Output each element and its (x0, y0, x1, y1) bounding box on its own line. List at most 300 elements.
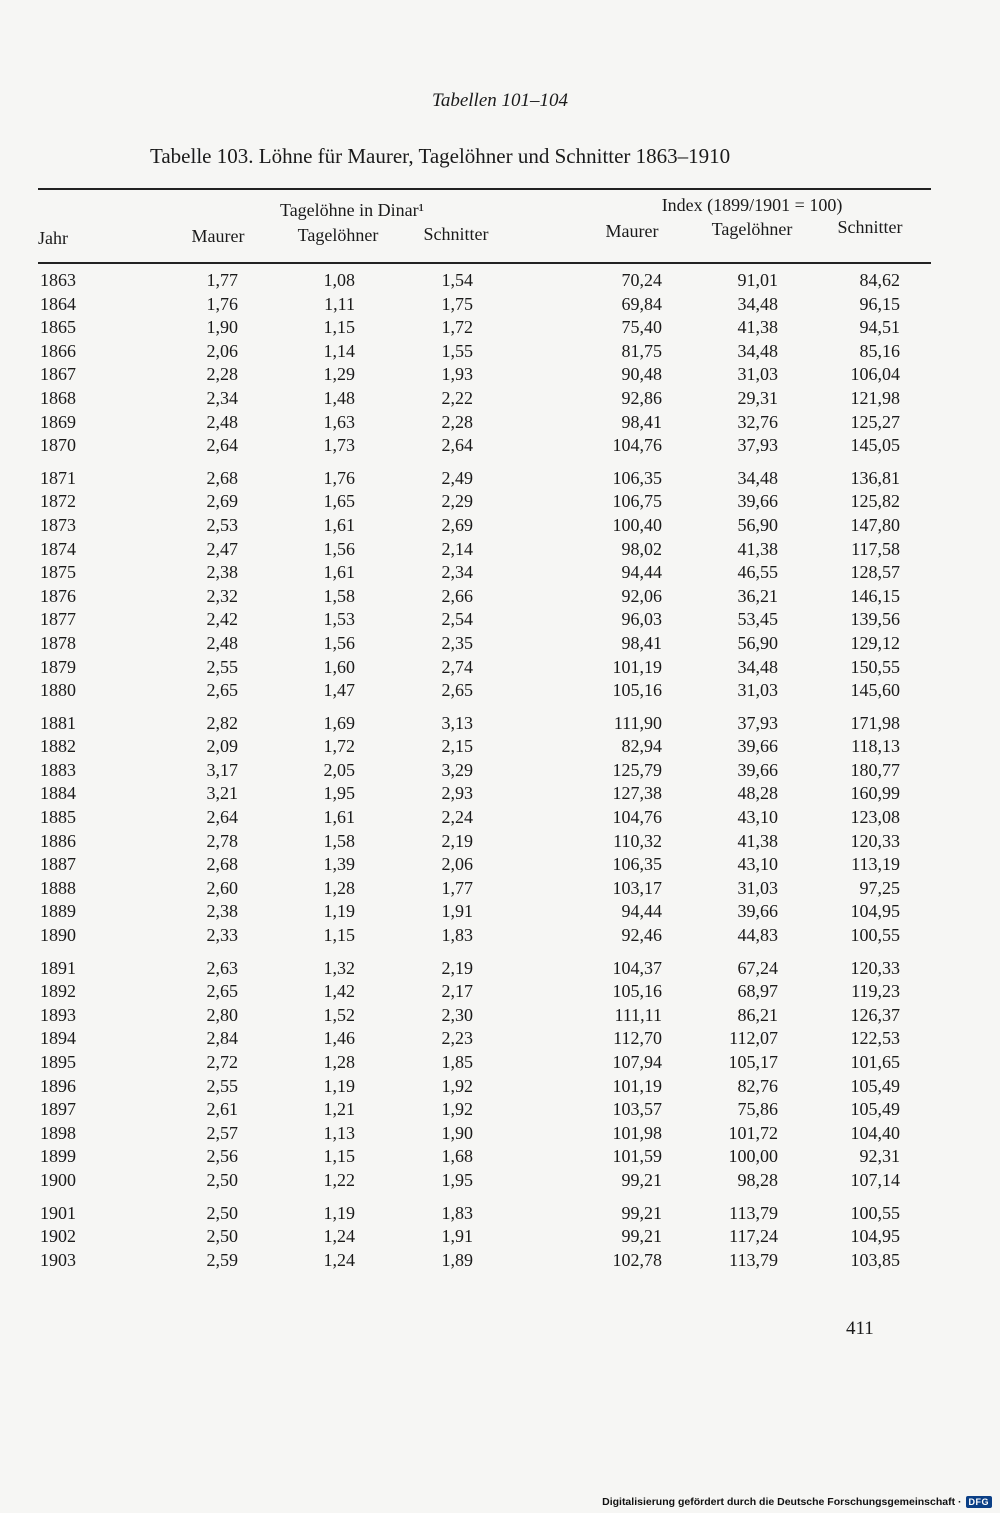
cell-index-maurer: 101,98 (612, 1122, 662, 1143)
cell-wage-maurer: 2,34 (206, 387, 238, 408)
table-row (0, 539, 1000, 563)
cell-index-schnitter: 120,33 (850, 830, 900, 851)
cell-wage-schnitter: 1,55 (441, 340, 473, 361)
table-row (0, 1226, 1000, 1250)
cell-jahr: 1870 (40, 435, 76, 456)
cell-index-schnitter: 150,55 (850, 656, 900, 677)
cell-wage-tageloehner: 1,73 (323, 435, 355, 456)
cell-index-tageloehner: 44,83 (737, 925, 778, 946)
cell-index-tageloehner: 32,76 (737, 411, 778, 432)
cell-wage-tageloehner: 2,05 (323, 759, 355, 780)
cell-index-tageloehner: 75,86 (737, 1099, 778, 1120)
cell-wage-schnitter: 2,69 (441, 514, 473, 535)
cell-wage-maurer: 2,38 (206, 901, 238, 922)
cell-wage-maurer: 2,06 (206, 340, 238, 361)
cell-wage-schnitter: 2,15 (441, 736, 473, 757)
cell-wage-maurer: 2,48 (206, 411, 238, 432)
cell-wage-maurer: 2,55 (206, 1075, 238, 1096)
table-row (0, 364, 1000, 388)
cell-wage-maurer: 2,38 (206, 562, 238, 583)
cell-index-tageloehner: 34,48 (737, 293, 778, 314)
table-row (0, 807, 1000, 831)
cell-wage-schnitter: 2,65 (441, 680, 473, 701)
cell-wage-tageloehner: 1,15 (323, 925, 355, 946)
table-row (0, 435, 1000, 459)
cell-index-schnitter: 125,82 (850, 491, 900, 512)
cell-wage-schnitter: 1,72 (441, 317, 473, 338)
cell-index-schnitter: 147,80 (850, 514, 900, 535)
cell-index-maurer: 111,11 (614, 1004, 662, 1025)
cell-index-maurer: 105,16 (612, 981, 662, 1002)
cell-wage-tageloehner: 1,56 (323, 632, 355, 653)
cell-wage-schnitter: 2,17 (441, 981, 473, 1002)
cell-index-schnitter: 104,95 (850, 901, 900, 922)
cell-index-maurer: 127,38 (612, 783, 662, 804)
cell-wage-schnitter: 2,35 (441, 632, 473, 653)
cell-index-schnitter: 92,31 (859, 1146, 900, 1167)
cell-index-maurer: 125,79 (612, 759, 662, 780)
cell-wage-schnitter: 2,54 (441, 609, 473, 630)
cell-wage-maurer: 2,48 (206, 632, 238, 653)
cell-wage-tageloehner: 1,58 (323, 830, 355, 851)
cell-index-schnitter: 123,08 (850, 807, 900, 828)
cell-wage-tageloehner: 1,14 (323, 340, 355, 361)
cell-index-tageloehner: 29,31 (737, 387, 778, 408)
row-group (0, 958, 1000, 1194)
cell-index-maurer: 111,90 (613, 712, 662, 733)
table-row (0, 633, 1000, 657)
cell-wage-maurer: 2,78 (206, 830, 238, 851)
cell-wage-schnitter: 1,93 (441, 364, 473, 385)
cell-jahr: 1899 (40, 1146, 76, 1167)
cell-index-maurer: 104,76 (612, 435, 662, 456)
cell-jahr: 1871 (40, 467, 76, 488)
cell-index-schnitter: 85,16 (859, 340, 900, 361)
cell-index-tageloehner: 43,10 (737, 807, 778, 828)
cell-wage-maurer: 2,53 (206, 514, 238, 535)
cell-jahr: 1903 (40, 1249, 76, 1270)
cell-jahr: 1863 (40, 270, 76, 290)
cell-index-tageloehner: 67,24 (737, 957, 778, 978)
table-row (0, 680, 1000, 704)
table-row (0, 491, 1000, 515)
cell-index-maurer: 101,19 (612, 1075, 662, 1096)
cell-wage-schnitter: 2,93 (441, 783, 473, 804)
cell-index-schnitter: 100,55 (850, 925, 900, 946)
cell-wage-schnitter: 3,13 (441, 712, 473, 733)
cell-jahr: 1893 (40, 1004, 76, 1025)
cell-wage-tageloehner: 1,53 (323, 609, 355, 630)
cell-index-schnitter: 94,51 (859, 317, 900, 338)
cell-jahr: 1879 (40, 656, 76, 677)
dfg-logo: DFG (966, 1496, 993, 1508)
cell-wage-schnitter: 1,83 (441, 1202, 473, 1223)
cell-index-schnitter: 119,23 (851, 981, 900, 1002)
row-group (0, 270, 1000, 459)
cell-wage-tageloehner: 1,32 (323, 957, 355, 978)
table-row (0, 657, 1000, 681)
cell-jahr: 1864 (40, 293, 76, 314)
cell-index-schnitter: 128,57 (850, 562, 900, 583)
cell-index-maurer: 98,41 (621, 632, 662, 653)
cell-wage-tageloehner: 1,24 (323, 1226, 355, 1247)
cell-wage-schnitter: 1,89 (441, 1249, 473, 1270)
cell-wage-schnitter: 2,66 (441, 585, 473, 606)
cell-wage-maurer: 2,68 (206, 467, 238, 488)
table-row (0, 1052, 1000, 1076)
cell-index-schnitter: 106,04 (850, 364, 900, 385)
page-number: 411 (846, 1318, 874, 1339)
cell-jahr: 1897 (40, 1099, 76, 1120)
cell-index-schnitter: 121,98 (850, 387, 900, 408)
cell-wage-tageloehner: 1,24 (323, 1249, 355, 1270)
cell-wage-maurer: 2,32 (206, 585, 238, 606)
cell-jahr: 1894 (40, 1028, 76, 1049)
cell-index-tageloehner: 31,03 (737, 364, 778, 385)
cell-wage-tageloehner: 1,95 (323, 783, 355, 804)
table-row (0, 783, 1000, 807)
cell-index-tageloehner: 39,66 (737, 736, 778, 757)
cell-wage-schnitter: 1,91 (441, 901, 473, 922)
cell-index-tageloehner: 98,28 (737, 1169, 778, 1190)
table-row (0, 468, 1000, 492)
cell-wage-tageloehner: 1,63 (323, 411, 355, 432)
cell-jahr: 1880 (40, 680, 76, 701)
cell-wage-tageloehner: 1,19 (323, 901, 355, 922)
cell-jahr: 1866 (40, 340, 76, 361)
cell-index-schnitter: 105,49 (850, 1075, 900, 1096)
cell-jahr: 1873 (40, 514, 76, 535)
cell-index-maurer: 110,32 (613, 830, 662, 851)
cell-wage-maurer: 2,65 (206, 680, 238, 701)
cell-index-maurer: 92,86 (621, 387, 662, 408)
cell-wage-maurer: 1,77 (206, 270, 238, 290)
table-row (0, 925, 1000, 949)
cell-index-schnitter: 180,77 (850, 759, 900, 780)
cell-index-maurer: 81,75 (621, 340, 662, 361)
cell-index-tageloehner: 39,66 (737, 491, 778, 512)
cell-wage-tageloehner: 1,52 (323, 1004, 355, 1025)
cell-index-maurer: 99,21 (621, 1169, 662, 1190)
cell-wage-maurer: 2,50 (206, 1226, 238, 1247)
cell-wage-maurer: 2,50 (206, 1169, 238, 1190)
cell-index-schnitter: 129,12 (850, 632, 900, 653)
header-index-maurer: Maurer (605, 221, 659, 241)
cell-index-schnitter: 103,85 (850, 1249, 900, 1270)
cell-wage-maurer: 2,55 (206, 656, 238, 677)
cell-index-schnitter: 146,15 (850, 585, 900, 606)
cell-wage-maurer: 2,63 (206, 957, 238, 978)
table-row (0, 831, 1000, 855)
cell-wage-maurer: 2,59 (206, 1249, 238, 1270)
cell-jahr: 1886 (40, 830, 76, 851)
table-row (0, 562, 1000, 586)
cell-jahr: 1901 (40, 1202, 76, 1223)
cell-jahr: 1874 (40, 538, 76, 559)
header-wage-tageloehner: Tagelöhner (297, 225, 379, 245)
cell-jahr: 1875 (40, 562, 76, 583)
cell-jahr: 1868 (40, 387, 76, 408)
cell-index-maurer: 106,35 (612, 467, 662, 488)
cell-wage-schnitter: 1,83 (441, 925, 473, 946)
cell-index-maurer: 102,78 (612, 1249, 662, 1270)
row-group (0, 1203, 1000, 1274)
cell-index-tageloehner: 46,55 (737, 562, 778, 583)
cell-index-schnitter: 107,14 (850, 1169, 900, 1190)
header-group-wages: Tagelöhne in Dinar¹ (279, 200, 425, 220)
cell-jahr: 1891 (40, 957, 76, 978)
header-wage-schnitter: Schnitter (423, 224, 489, 244)
table-row (0, 609, 1000, 633)
cell-jahr: 1865 (40, 317, 76, 338)
cell-jahr: 1867 (40, 364, 76, 385)
cell-jahr: 1876 (40, 585, 76, 606)
cell-index-tageloehner: 34,48 (737, 340, 778, 361)
header-jahr: Jahr (38, 228, 68, 248)
cell-index-maurer: 101,59 (612, 1146, 662, 1167)
cell-index-tageloehner: 41,38 (737, 538, 778, 559)
row-group (0, 713, 1000, 949)
cell-index-tageloehner: 112,07 (729, 1028, 778, 1049)
cell-jahr: 1872 (40, 491, 76, 512)
cell-wage-schnitter: 2,64 (441, 435, 473, 456)
cell-wage-schnitter: 1,77 (441, 877, 473, 898)
cell-index-tageloehner: 113,79 (729, 1202, 778, 1223)
cell-index-tageloehner: 37,93 (737, 712, 778, 733)
cell-jahr: 1885 (40, 807, 76, 828)
cell-wage-tageloehner: 1,11 (324, 293, 355, 314)
cell-jahr: 1883 (40, 759, 76, 780)
cell-wage-schnitter: 3,29 (441, 759, 473, 780)
cell-wage-schnitter: 1,92 (441, 1075, 473, 1096)
cell-index-schnitter: 126,37 (850, 1004, 900, 1025)
cell-index-tageloehner: 117,24 (729, 1226, 778, 1247)
cell-index-tageloehner: 36,21 (737, 585, 778, 606)
cell-wage-maurer: 2,64 (206, 435, 238, 456)
cell-wage-tageloehner: 1,60 (323, 656, 355, 677)
cell-index-tageloehner: 56,90 (737, 632, 778, 653)
cell-wage-schnitter: 2,19 (441, 957, 473, 978)
cell-index-maurer: 106,75 (612, 491, 662, 512)
cell-jahr: 1889 (40, 901, 76, 922)
table-row (0, 1203, 1000, 1227)
running-head: Tabellen 101–104 (432, 90, 568, 111)
cell-index-tageloehner: 113,79 (729, 1249, 778, 1270)
cell-jahr: 1887 (40, 854, 76, 875)
table-row (0, 1123, 1000, 1147)
cell-wage-maurer: 2,64 (206, 807, 238, 828)
table-row (0, 1099, 1000, 1123)
cell-jahr: 1896 (40, 1075, 76, 1096)
cell-jahr: 1902 (40, 1226, 76, 1247)
table-header-rule (38, 262, 931, 264)
cell-wage-schnitter: 2,30 (441, 1004, 473, 1025)
header-wage-maurer: Maurer (191, 226, 245, 246)
header-group-index: Index (1899/1901 = 100) (661, 195, 843, 215)
table-title: Tabelle 103. Löhne für Maurer, Tagelöhner und Schnitter 1863–1910 (150, 144, 731, 168)
cell-wage-schnitter: 1,85 (441, 1052, 473, 1072)
cell-index-maurer: 82,94 (621, 736, 662, 757)
cell-wage-schnitter: 1,95 (441, 1169, 473, 1190)
cell-index-schnitter: 139,56 (850, 609, 900, 630)
cell-index-tageloehner: 39,66 (737, 901, 778, 922)
cell-index-tageloehner: 48,28 (737, 783, 778, 804)
cell-index-tageloehner: 91,01 (737, 270, 778, 290)
cell-wage-schnitter: 2,19 (441, 830, 473, 851)
cell-wage-maurer: 1,76 (206, 293, 238, 314)
cell-wage-maurer: 2,82 (206, 712, 238, 733)
cell-jahr: 1881 (40, 712, 76, 733)
cell-wage-schnitter: 1,90 (441, 1122, 473, 1143)
cell-index-schnitter: 104,95 (850, 1226, 900, 1247)
cell-wage-tageloehner: 1,61 (323, 514, 355, 535)
row-group (0, 468, 1000, 704)
table-row (0, 1028, 1000, 1052)
cell-index-tageloehner: 37,93 (737, 435, 778, 456)
cell-wage-maurer: 3,21 (206, 783, 238, 804)
header-index-tageloehner: Tagelöhner (711, 219, 793, 239)
cell-index-maurer: 90,48 (621, 364, 662, 385)
cell-jahr: 1892 (40, 981, 76, 1002)
cell-index-tageloehner: 53,45 (737, 609, 778, 630)
cell-wage-tageloehner: 1,47 (323, 680, 355, 701)
cell-wage-maurer: 2,84 (206, 1028, 238, 1049)
cell-index-maurer: 69,84 (621, 293, 662, 314)
cell-index-schnitter: 122,53 (850, 1028, 900, 1049)
cell-jahr: 1882 (40, 736, 76, 757)
cell-index-maurer: 104,37 (612, 957, 662, 978)
cell-wage-tageloehner: 1,28 (323, 1052, 355, 1072)
cell-wage-tageloehner: 1,15 (323, 317, 355, 338)
cell-wage-maurer: 2,72 (206, 1052, 238, 1072)
cell-wage-tageloehner: 1,19 (323, 1202, 355, 1223)
cell-wage-schnitter: 2,28 (441, 411, 473, 432)
cell-wage-maurer: 2,57 (206, 1122, 238, 1143)
table-row (0, 515, 1000, 539)
cell-wage-tageloehner: 1,21 (323, 1099, 355, 1120)
cell-index-maurer: 103,57 (612, 1099, 662, 1120)
cell-index-tageloehner: 34,48 (737, 467, 778, 488)
cell-wage-tageloehner: 1,61 (323, 562, 355, 583)
cell-wage-maurer: 2,61 (206, 1099, 238, 1120)
cell-index-maurer: 70,24 (621, 270, 662, 290)
cell-wage-maurer: 2,47 (206, 538, 238, 559)
cell-index-schnitter: 104,40 (850, 1122, 900, 1143)
table-row (0, 878, 1000, 902)
cell-index-maurer: 99,21 (621, 1202, 662, 1223)
table-row (0, 1170, 1000, 1194)
cell-index-schnitter: 160,99 (850, 783, 900, 804)
cell-index-maurer: 92,46 (621, 925, 662, 946)
cell-wage-tageloehner: 1,39 (323, 854, 355, 875)
cell-jahr: 1878 (40, 632, 76, 653)
cell-index-maurer: 98,41 (621, 411, 662, 432)
table-row (0, 1250, 1000, 1274)
cell-wage-tageloehner: 1,08 (323, 270, 355, 290)
cell-index-maurer: 99,21 (621, 1226, 662, 1247)
cell-wage-tageloehner: 1,61 (323, 807, 355, 828)
cell-wage-maurer: 2,68 (206, 854, 238, 875)
cell-jahr: 1869 (40, 411, 76, 432)
cell-index-tageloehner: 86,21 (737, 1004, 778, 1025)
cell-index-schnitter: 97,25 (859, 877, 900, 898)
cell-wage-tageloehner: 1,22 (323, 1169, 355, 1190)
cell-wage-schnitter: 2,06 (441, 854, 473, 875)
footer-text: Digitalisierung gefördert durch die Deutsche Forschungsgemeinschaft · (602, 1496, 962, 1508)
cell-index-schnitter: 101,65 (850, 1052, 900, 1072)
cell-wage-tageloehner: 1,69 (323, 712, 355, 733)
cell-wage-tageloehner: 1,42 (323, 981, 355, 1002)
table-row (0, 854, 1000, 878)
cell-index-maurer: 106,35 (612, 854, 662, 875)
footer (602, 1496, 992, 1508)
table-row (0, 341, 1000, 365)
cell-jahr: 1895 (40, 1052, 76, 1072)
cell-wage-schnitter: 2,34 (441, 562, 473, 583)
cell-wage-maurer: 1,90 (206, 317, 238, 338)
cell-wage-schnitter: 2,14 (441, 538, 473, 559)
cell-wage-schnitter: 1,92 (441, 1099, 473, 1120)
cell-index-tageloehner: 39,66 (737, 759, 778, 780)
cell-wage-schnitter: 1,91 (441, 1226, 473, 1247)
cell-index-tageloehner: 41,38 (737, 317, 778, 338)
cell-index-tageloehner: 100,00 (728, 1146, 778, 1167)
cell-index-tageloehner: 31,03 (737, 877, 778, 898)
cell-index-schnitter: 120,33 (850, 957, 900, 978)
cell-wage-tageloehner: 1,58 (323, 585, 355, 606)
cell-wage-schnitter: 2,23 (441, 1028, 473, 1049)
table-row (0, 713, 1000, 737)
cell-wage-schnitter: 2,29 (441, 491, 473, 512)
cell-jahr: 1890 (40, 925, 76, 946)
cell-jahr: 1900 (40, 1169, 76, 1190)
cell-wage-maurer: 2,80 (206, 1004, 238, 1025)
cell-index-maurer: 103,17 (612, 877, 662, 898)
cell-wage-tageloehner: 1,72 (323, 736, 355, 757)
cell-index-schnitter: 118,13 (851, 736, 900, 757)
cell-wage-tageloehner: 1,29 (323, 364, 355, 385)
cell-wage-schnitter: 1,75 (441, 293, 473, 314)
cell-index-tageloehner: 31,03 (737, 680, 778, 701)
cell-index-tageloehner: 68,97 (737, 981, 778, 1002)
table-row (0, 317, 1000, 341)
cell-wage-maurer: 3,17 (206, 759, 238, 780)
cell-index-schnitter: 100,55 (850, 1202, 900, 1223)
table-row (0, 760, 1000, 784)
cell-wage-tageloehner: 1,13 (323, 1122, 355, 1143)
cell-index-schnitter: 105,49 (850, 1099, 900, 1120)
cell-index-tageloehner: 43,10 (737, 854, 778, 875)
table-row (0, 412, 1000, 436)
cell-index-maurer: 92,06 (621, 585, 662, 606)
cell-wage-tageloehner: 1,48 (323, 387, 355, 408)
cell-wage-maurer: 2,56 (206, 1146, 238, 1167)
cell-index-schnitter: 113,19 (851, 854, 900, 875)
cell-wage-tageloehner: 1,15 (323, 1146, 355, 1167)
cell-wage-maurer: 2,42 (206, 609, 238, 630)
cell-index-schnitter: 117,58 (851, 538, 900, 559)
cell-index-schnitter: 96,15 (859, 293, 900, 314)
cell-index-schnitter: 84,62 (859, 270, 900, 290)
cell-wage-tageloehner: 1,28 (323, 877, 355, 898)
cell-wage-maurer: 2,60 (206, 877, 238, 898)
table-row (0, 388, 1000, 412)
cell-wage-tageloehner: 1,65 (323, 491, 355, 512)
cell-index-tageloehner: 105,17 (728, 1052, 778, 1072)
cell-wage-schnitter: 1,54 (441, 270, 473, 290)
table-row (0, 270, 1000, 294)
cell-wage-tageloehner: 1,76 (323, 467, 355, 488)
